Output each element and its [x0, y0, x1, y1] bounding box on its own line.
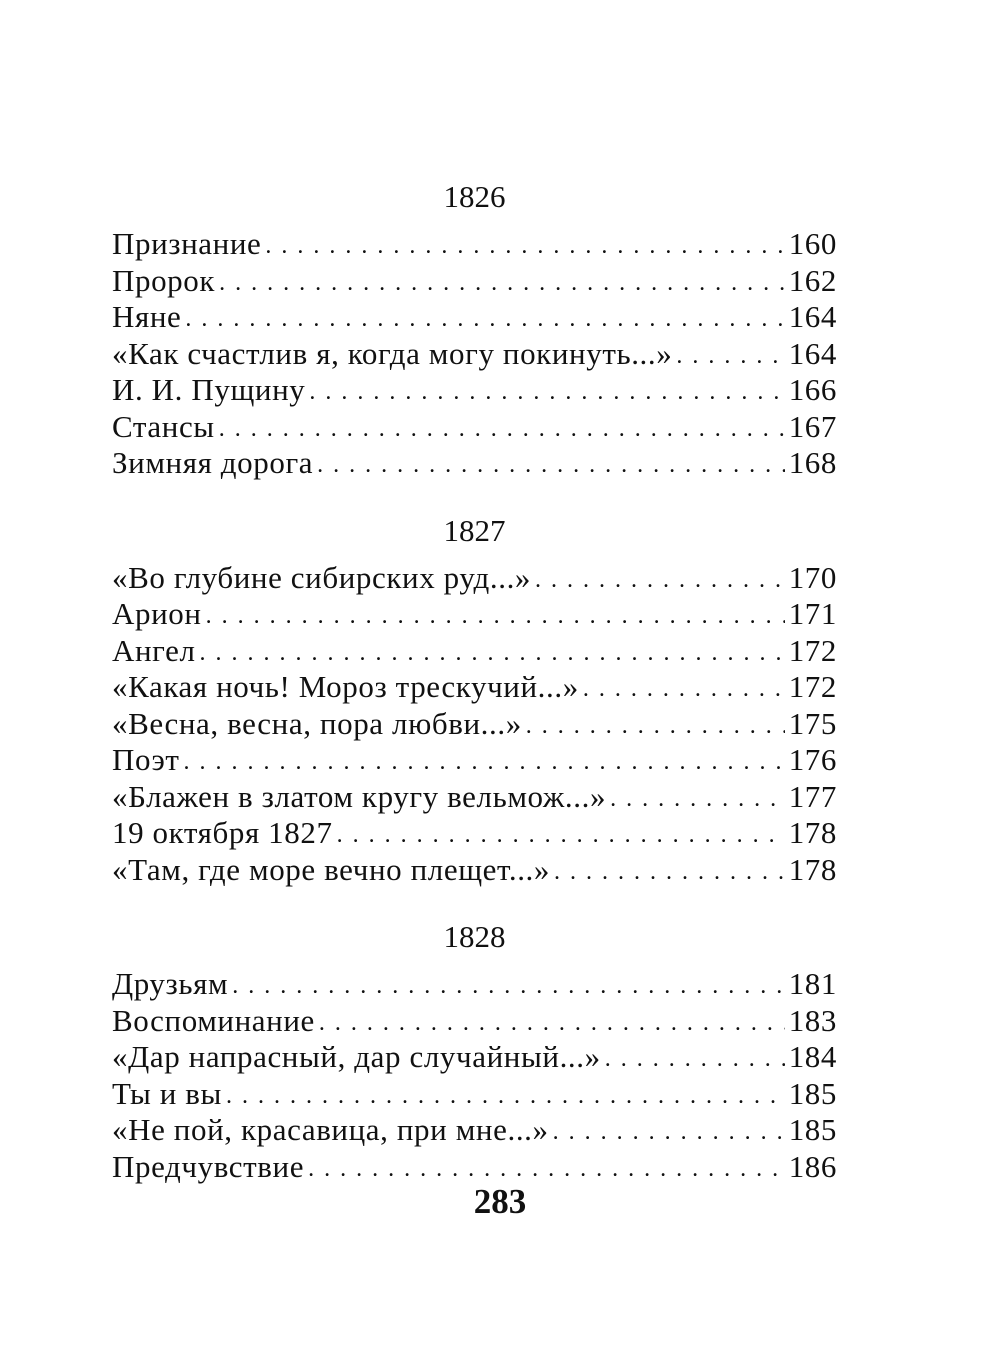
dot-leader [554, 854, 785, 891]
toc-entry [112, 966, 837, 1003]
toc-entry [112, 560, 837, 597]
dot-leader [610, 781, 785, 818]
toc-entry [112, 779, 837, 816]
toc-entry [112, 226, 837, 263]
toc-section-1828 [112, 908, 837, 1185]
page-number: 283 [473, 1182, 527, 1221]
toc-entry [112, 1039, 837, 1076]
dot-leader [676, 338, 784, 375]
section-year: 1828 [443, 919, 506, 954]
section-year: 1827 [443, 512, 506, 548]
entry-title: «Не пой, красавица, при мне...» [112, 1112, 549, 1147]
entry-title: Зимняя дорога [112, 445, 314, 480]
entry-page: 175 [788, 705, 837, 741]
entry-page: 167 [788, 408, 837, 444]
dot-leader [535, 562, 785, 599]
entry-page: 183 [788, 1002, 837, 1038]
entry-page: 164 [788, 335, 837, 371]
dot-leader [226, 1078, 785, 1115]
entry-title: Пророк [112, 262, 216, 298]
entry-title: «Там, где море вечно плещет...» [112, 851, 551, 887]
toc-entry [112, 263, 837, 300]
table-of-contents [112, 168, 837, 1205]
entry-page: 184 [788, 1039, 837, 1074]
entry-title: Стансы [112, 408, 215, 444]
entry-title: Няне [112, 299, 182, 334]
toc-section-1826 [112, 168, 837, 482]
dot-leader [309, 374, 784, 411]
dot-leader [200, 635, 785, 672]
toc-section-1827 [112, 502, 837, 889]
entry-page: 162 [788, 262, 837, 298]
dot-leader [219, 265, 785, 302]
toc-entry [112, 706, 837, 743]
entry-page: 172 [788, 669, 837, 704]
entry-page: 171 [788, 596, 837, 631]
entry-page: 181 [788, 966, 837, 1001]
dot-leader [317, 447, 785, 484]
entry-page: 164 [788, 299, 837, 334]
entry-page: 160 [788, 226, 837, 261]
dot-leader [265, 228, 784, 265]
toc-entry [112, 299, 837, 336]
entry-page: 186 [788, 1148, 837, 1184]
toc-entry [112, 742, 837, 779]
entry-title: «Весна, весна, пора любви...» [112, 705, 522, 741]
dot-leader [583, 671, 785, 708]
toc-entry [112, 852, 837, 889]
section-year: 1826 [443, 179, 506, 214]
toc-entry [112, 336, 837, 373]
entry-title: Поэт [112, 742, 180, 777]
dot-leader [206, 598, 785, 635]
entry-title: Арион [112, 596, 202, 631]
toc-entry [112, 596, 837, 633]
dot-leader [337, 817, 785, 854]
entry-page: 166 [788, 372, 837, 407]
toc-entry [112, 1112, 837, 1149]
entry-page: 178 [788, 815, 837, 850]
toc-entry [112, 1149, 837, 1186]
entry-title: 19 октября 1827 [112, 815, 333, 850]
dot-leader [184, 744, 785, 781]
dot-leader [605, 1041, 785, 1078]
entry-title: «Блажен в златом кругу вельмож...» [112, 778, 607, 814]
toc-entry [112, 669, 837, 706]
dot-leader [526, 708, 785, 745]
dot-leader [553, 1114, 785, 1151]
entry-page: 177 [788, 778, 837, 814]
dot-leader [232, 968, 784, 1005]
toc-entry [112, 815, 837, 852]
dot-leader [185, 301, 784, 338]
entry-title: «Какая ночь! Мороз трескучий...» [112, 669, 579, 704]
toc-entry [112, 445, 837, 482]
entry-title: «Дар напрасный, дар случайный...» [112, 1039, 601, 1074]
dot-leader [219, 411, 785, 448]
dot-leader [319, 1005, 785, 1042]
entry-title: Ангел [112, 632, 196, 668]
toc-entry [112, 409, 837, 446]
toc-entry [112, 1076, 837, 1113]
entry-page: 170 [788, 559, 837, 595]
entry-title: И. И. Пущину [112, 372, 306, 407]
entry-title: «Как счастлив я, когда могу покинуть...» [112, 335, 673, 371]
entry-page: 185 [788, 1112, 837, 1147]
toc-entry [112, 633, 837, 670]
entry-page: 185 [788, 1075, 837, 1111]
entry-page: 176 [788, 742, 837, 777]
entry-page: 178 [788, 851, 837, 887]
entry-title: Друзьям [112, 966, 229, 1001]
entry-title: «Во глубине сибирских руд...» [112, 559, 532, 595]
toc-entry [112, 372, 837, 409]
toc-entry [112, 1003, 837, 1040]
entry-title: Предчувствие [112, 1148, 305, 1184]
entry-title: Воспоминание [112, 1002, 315, 1038]
entry-title: Признание [112, 226, 262, 261]
entry-page: 172 [788, 632, 837, 668]
entry-page: 168 [788, 445, 837, 480]
entry-title: Ты и вы [112, 1075, 222, 1111]
